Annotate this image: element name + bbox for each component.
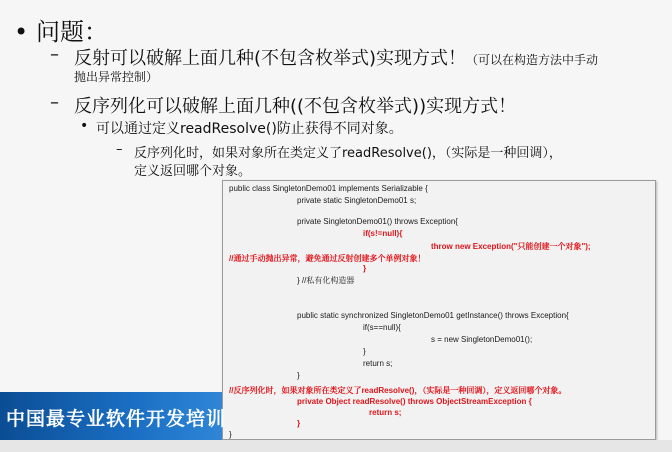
dash-marker: – (50, 44, 59, 65)
code-comment: //反序列化时，如果对象所在类定义了readResolve()，（实际是一种回调），定义返回哪个对象。 (229, 386, 567, 395)
code-line: public class SingletonDemo01 implements Serializable { (229, 184, 428, 193)
item-reflection-note-cont: 抛出异常控制） (74, 70, 159, 84)
sub-sub-text-b: 定义返回哪个对象。 (134, 164, 252, 179)
code-line: } (297, 371, 300, 380)
code-line: throw new Exception("只能创建一个对象"); (431, 242, 591, 251)
code-comment: //通过手动抛出异常，避免通过反射创建多个单例对象！ (229, 254, 426, 263)
item-deserialization: 反序列化可以破解上面几种((不包含枚举式))实现方式！ (74, 96, 517, 117)
sub-bullet-text: 可以通过定义readResolve()防止获得不同对象。 (96, 121, 403, 137)
sub-bullet-dot: • (80, 118, 89, 134)
code-line: } (363, 347, 366, 356)
item-reflection (74, 44, 598, 70)
heading-text: 问题： (36, 18, 108, 46)
bottom-strip (0, 440, 672, 452)
code-line: private static SingletonDemo01 s; (297, 196, 417, 205)
code-line: } (229, 430, 232, 439)
code-line: } (363, 264, 367, 273)
code-line: return s; (363, 359, 393, 368)
sub-sub-text-a: 反序列化时，如果对象所在类定义了readResolve()，（实际是一种回调）， (134, 146, 562, 161)
code-line: return s; (369, 408, 402, 417)
bullet-dot: • (14, 18, 29, 46)
code-line: if(s==null){ (363, 323, 401, 332)
code-line: public static synchronized SingletonDemo01 getInstance() throws Exception{ (297, 311, 569, 320)
slide-heading (14, 12, 108, 47)
code-snippet (222, 180, 656, 440)
brand-banner-text: 中国最专业软件开发培训 (6, 408, 227, 430)
item-reflection-note: （可以在构造方法中手动 (466, 53, 599, 67)
code-line: if(s!=null){ (363, 229, 403, 238)
sub-sub-dash: – (116, 142, 123, 157)
item-reflection-text: 反射可以破解上面几种(不包含枚举式)实现方式！ (74, 48, 467, 69)
code-line: private SingletonDemo01() throws Exception{ (297, 217, 458, 226)
dash-marker: – (50, 92, 59, 113)
code-line: } //私有化构造器 (297, 276, 355, 285)
code-line: } (297, 419, 301, 428)
code-line: s = new SingletonDemo01(); (431, 335, 533, 344)
code-line: private Object readResolve() throws ObjectStreamException { (297, 397, 532, 406)
